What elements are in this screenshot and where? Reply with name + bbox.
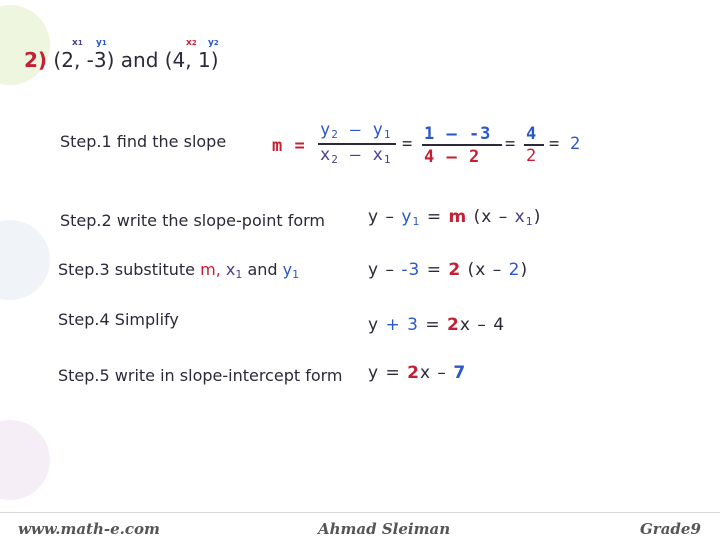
substituted-equation: y – -3 = 2 (x – 2): [368, 260, 529, 280]
equals-sign: =: [505, 134, 517, 154]
fraction-bar: [422, 144, 502, 146]
label-x2: x2: [186, 38, 197, 48]
footer-grade: Grade9: [640, 520, 701, 538]
decorative-circle: [0, 420, 50, 500]
step5-label: Step.5 write in slope-intercept form: [58, 366, 343, 385]
label-y2: y2: [208, 38, 219, 48]
problem-points: (2, -3) and (4, 1): [53, 48, 219, 72]
slope-intercept-equation: y = 2x – 7: [368, 363, 467, 383]
numerator-values: 1 – -3: [424, 124, 492, 144]
equals-sign: =: [549, 134, 561, 154]
problem-heading: [24, 48, 219, 72]
equals-sign: =: [402, 134, 414, 154]
footer-site: www.math-e.com: [18, 520, 160, 538]
numerator-result: 4: [526, 124, 538, 144]
slope-numerator: $y_2 - y_1$: [320, 120, 392, 141]
step3-label: Step.3 substitute m, $x_1$ and $y_1$: [58, 260, 300, 281]
denominator-values: 4 – 2: [424, 147, 481, 167]
step4-label: Step.4 Simplify: [58, 310, 179, 329]
slope-point-form: $y - y_1 = m$ $(x - x_1)$: [368, 207, 542, 228]
simplified-equation: y + 3 = 2x – 4: [368, 315, 506, 335]
problem-number: 2): [24, 48, 48, 72]
label-y1: y1: [96, 38, 107, 48]
slope-m: m =: [272, 136, 306, 156]
denominator-result: 2: [526, 146, 538, 166]
step1-label: Step.1 find the slope: [60, 132, 227, 151]
decorative-circle: [0, 5, 50, 85]
step2-label: Step.2 write the slope-point form: [60, 211, 325, 230]
footer-divider: [0, 512, 720, 513]
footer-author: Ahmad Sleiman: [318, 520, 451, 538]
slope-denominator: $x_2 - x_1$: [320, 145, 392, 166]
slope-result: 2: [570, 134, 582, 154]
decorative-circle: [0, 220, 50, 300]
label-x1: x1: [72, 38, 83, 48]
